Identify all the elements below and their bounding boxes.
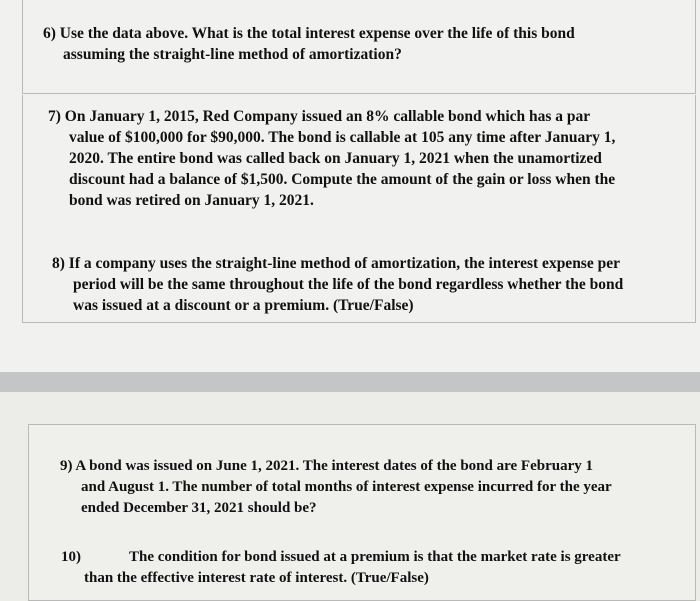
question-7 [48,106,615,211]
question-7-line-2: value of $100,000 for $90,000. The bond is callable at 105 any time after January 1, [69,129,616,146]
question-10-number: 10) [61,549,81,565]
question-10-line-1: The condition for bond issued at a premium is that the market rate is greater [129,549,621,565]
question-8-line-3: was issued at a discount or a premium. (True/False) [73,297,414,314]
question-9-line-1: 9) A bond was issued on June 1, 2021. The interest dates of the bond are February 1 [60,458,593,474]
question-7-line-3: 2020. The entire bond was called back on January 1, 2021 when the unamortized [69,150,602,167]
question-9 [60,456,612,519]
question-6-line-1: 6) Use the data above. What is the total interest expense over the life of this bond [43,25,575,42]
question-9-line-3: ended December 31, 2021 should be? [81,500,317,516]
question-10-line-2: than the effective interest rate of interest. (True/False) [84,570,429,586]
question-8 [52,253,623,316]
question-8-line-2: period will be the same throughout the life of the bond regardless whether the bond [73,276,624,293]
question-6 [43,23,575,65]
page-separator [0,372,700,392]
question-9-line-2: and August 1. The number of total months of interest expense incurred for the year [81,479,612,495]
question-10 [61,547,621,589]
question-7-line-5: bond was retired on January 1, 2021. [69,192,314,209]
question-7-line-1: 7) On January 1, 2015, Red Company issued an 8% callable bond which has a par [48,108,591,125]
question-6-line-2: assuming the straight-line method of amortization? [63,46,402,63]
question-7-line-4: discount had a balance of $1,500. Compute the amount of the gain or loss when the [69,171,616,188]
question-8-line-1: 8) If a company uses the straight-line method of amortization, the interest expense per [52,255,620,272]
